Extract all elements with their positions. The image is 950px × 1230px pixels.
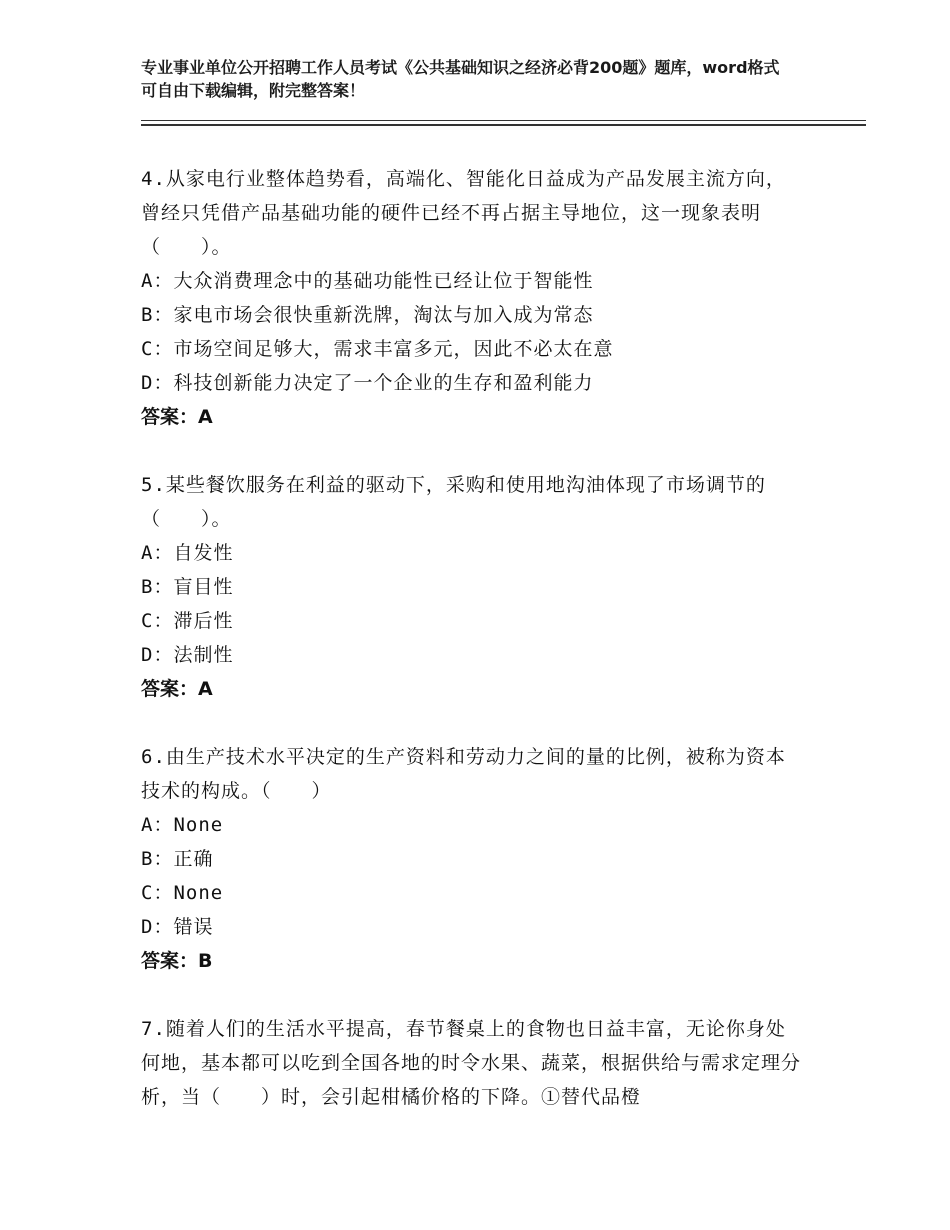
header-divider-thin [141,120,866,121]
question-7 [141,1012,801,1114]
option-b: B：盲目性 [141,576,234,598]
option-a: A：大众消费理念中的基础功能性已经让位于智能性 [141,270,594,292]
document-title: 专业事业单位公开招聘工作人员考试《公共基础知识之经济必背200题》题库，word格式可自由下载编辑，附完整答案！ [141,58,780,100]
answer-label: 答案：A [141,406,213,428]
question-list [141,162,801,1148]
option-d: D：法制性 [141,644,234,666]
answer-label: 答案：A [141,678,213,700]
question-5 [141,468,801,706]
question-stem: 6.由生产技术水平决定的生产资料和劳动力之间的量的比例，被称为资本技术的构成。（ ） [141,746,786,802]
option-b: B：正确 [141,848,214,870]
option-c: C：None [141,882,224,904]
question-6 [141,740,801,978]
header-divider-thick [141,124,866,126]
option-a: A：自发性 [141,542,234,564]
question-4 [141,162,801,434]
answer-label: 答案：B [141,950,213,972]
question-stem: 4.从家电行业整体趋势看，高端化、智能化日益成为产品发展主流方向，曾经只凭借产品基础功能的硬件已经不再占据主导地位，这一现象表明（ ）。 [141,168,786,258]
option-c: C：滞后性 [141,610,234,632]
option-d: D：错误 [141,916,214,938]
question-stem: 5.某些餐饮服务在利益的驱动下，采购和使用地沟油体现了市场调节的（ ）。 [141,474,766,530]
option-c: C：市场空间足够大，需求丰富多元，因此不必太在意 [141,338,614,360]
option-b: B：家电市场会很快重新洗牌，淘汰与加入成为常态 [141,304,594,326]
option-d: D：科技创新能力决定了一个企业的生存和盈利能力 [141,372,594,394]
document-header [141,56,781,102]
option-a: A：None [141,814,224,836]
question-stem: 7.随着人们的生活水平提高，春节餐桌上的食物也日益丰富，无论你身处何地，基本都可以吃到全国各地的时令水果、蔬菜，根据供给与需求定理分析，当（ ）时，会引起柑橘价格的下降。①替代品橙 [141,1018,802,1108]
